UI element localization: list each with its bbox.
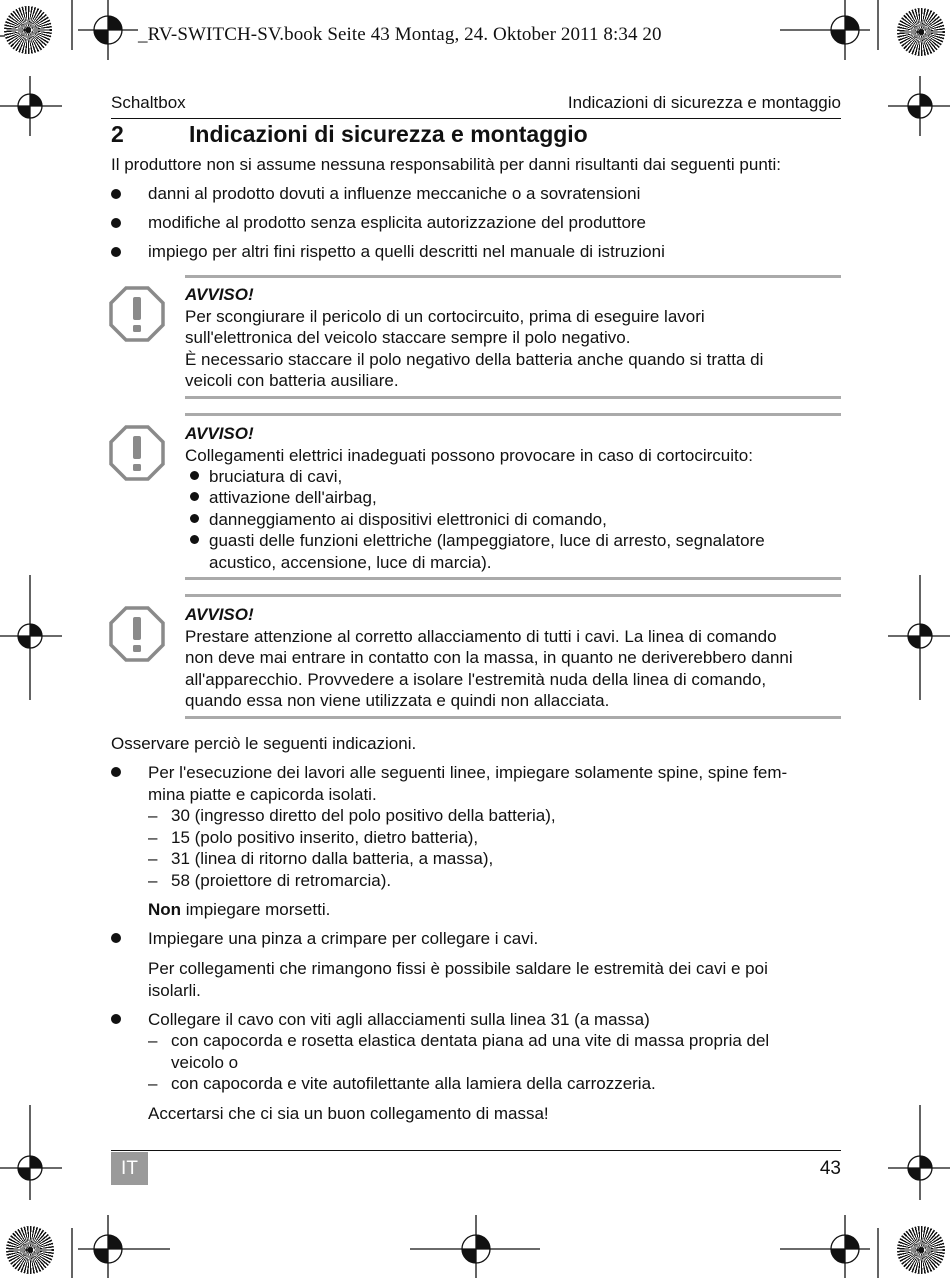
warning-text-line: È necessario staccare il polo negativo della batteria anche quando si tratta di — [185, 349, 764, 369]
warning-text-line: Prestare attenzione al corretto allacciamento di tutti i cavi. La linea di comando — [185, 626, 777, 646]
list-item: danneggiamento ai dispositivi elettronici di comando, — [209, 510, 607, 529]
observe-text: Osservare perciò le seguenti indicazioni. — [111, 734, 417, 753]
warning-bottom-rule — [185, 577, 841, 580]
color-rosette-mark-top-right — [897, 8, 945, 56]
warning-bottom-rule — [185, 396, 841, 399]
warning-title: AVVISO! — [185, 424, 254, 443]
color-rosette-mark-bottom-left — [6, 1226, 54, 1274]
bullet-icon — [111, 767, 121, 777]
list-item: impiego per altri fini rispetto a quelli descritti nel manuale di istruzioni — [148, 242, 665, 261]
step-3-note: Accertarsi che ci sia un buon collegamento di massa! — [148, 1104, 549, 1123]
sub-item: con capocorda e vite autofilettante alla lamiera della carrozzeria. — [171, 1074, 656, 1093]
dash-marker: – — [148, 806, 158, 825]
warning-exclamation-icon — [108, 424, 166, 482]
dash-marker: – — [148, 827, 158, 847]
section-number: 2 — [111, 121, 124, 147]
step-1-text — [148, 762, 787, 805]
warning-top-rule — [185, 275, 841, 278]
color-rosette-mark-top-left — [4, 6, 52, 54]
warning-exclamation-icon — [108, 605, 166, 663]
header-rule — [111, 118, 841, 119]
list-item: attivazione dell'airbag, — [209, 488, 377, 507]
step-2-text: Impiegare una pinza a crimpare per collegare i cavi. — [148, 929, 539, 948]
list-item: modifiche al prodotto senza esplicita autorizzazione del produttore — [148, 213, 647, 232]
intro-text: Il produttore non si assume nessuna responsabilità per danni risultanti dai seguenti punti: — [111, 155, 782, 174]
text-line: Per collegamenti che rimangono fissi è possibile saldare le estremità dei cavi e poi — [148, 959, 768, 978]
dash-marker: – — [148, 849, 158, 868]
bullet-icon — [111, 189, 121, 199]
warning-text-line: Collegamenti elettrici inadeguati possono provocare in caso di cortocircuito: — [185, 445, 753, 465]
warning-text-line: sull'elettronica del veicolo staccare sempre il polo negativo. — [185, 328, 631, 347]
list-item: guasti delle funzioni elettriche (lampeggiatore, luce di arresto, segnalatore — [209, 531, 765, 550]
text-line: mina piatte e capicorda isolati. — [148, 784, 377, 804]
step-3-sublist — [148, 1030, 769, 1095]
dash-marker: – — [148, 1031, 158, 1050]
bullet-icon — [111, 218, 121, 228]
step-1-note — [148, 899, 330, 921]
sub-item: 31 (linea di ritorno dalla batteria, a massa), — [171, 849, 494, 868]
text-line: Per l'esecuzione dei lavori alle seguenti linee, impiegare solamente spine, spine fem- — [148, 763, 788, 782]
bullet-icon — [190, 471, 199, 480]
bullet-icon — [111, 247, 121, 257]
sub-item: 30 (ingresso diretto del polo positivo della batteria), — [171, 806, 556, 825]
warning-box-3 — [185, 604, 841, 712]
section-title: Indicazioni di sicurezza e montaggio — [189, 121, 588, 147]
dash-marker: – — [148, 1074, 158, 1093]
bullet-icon — [111, 933, 121, 943]
warning-exclamation-icon — [108, 285, 166, 343]
warning-box-1 — [185, 284, 841, 392]
list-item: bruciatura di cavi, — [209, 467, 343, 486]
warning-top-rule — [185, 594, 841, 597]
sub-item: 15 (polo positivo inserito, dietro batteria), — [171, 827, 479, 847]
emphasis-text: Non — [148, 900, 182, 919]
running-header-right: Indicazioni di sicurezza e montaggio — [567, 93, 841, 112]
list-item-continued: acustico, accensione, luce di marcia). — [209, 553, 492, 572]
language-badge: IT — [111, 1152, 148, 1185]
bullet-icon — [190, 535, 199, 544]
warning-title: AVVISO! — [185, 285, 254, 304]
note-text: impiegare morsetti. — [181, 900, 331, 919]
step-3-text: Collegare il cavo con viti agli allacciamenti sulla linea 31 (a massa) — [148, 1010, 650, 1029]
book-slug-line: _RV-SWITCH-SV.book Seite 43 Montag, 24. Oktober 2011 8:34 20 — [138, 24, 662, 45]
color-rosette-mark-bottom-right — [897, 1226, 945, 1274]
warning-text-line: all'apparecchio. Provvedere a isolare l'estremità nuda della linea di comando, — [185, 669, 767, 689]
step-1-sublist — [148, 805, 556, 891]
warning-text-line: Per scongiurare il pericolo di un cortocircuito, prima di eseguire lavori — [185, 306, 705, 326]
warning-top-rule — [185, 413, 841, 416]
step-2-note — [148, 958, 768, 1001]
list-item: danni al prodotto dovuti a influenze meccaniche o a sovratensioni — [148, 184, 641, 203]
sub-item-continued: veicolo o — [171, 1052, 239, 1072]
running-header-left: Schaltbox — [111, 93, 186, 112]
dash-marker: – — [148, 870, 158, 890]
warning-text-line: quando essa non viene utilizzata e quindi non allacciata. — [185, 691, 610, 710]
bullet-icon — [190, 492, 199, 501]
bullet-icon — [111, 1014, 121, 1024]
warning-text-line: non deve mai entrare in contatto con la massa, in quanto ne deriverebbero danni — [185, 648, 793, 667]
sub-item: con capocorda e rosetta elastica dentata piana ad una vite di massa propria del — [171, 1031, 770, 1050]
sub-item: 58 (proiettore di retromarcia). — [171, 870, 392, 890]
warning-bottom-rule — [185, 716, 841, 719]
warning-text-line: veicoli con batteria ausiliare. — [185, 371, 399, 390]
page-number: 43 — [819, 1158, 841, 1179]
warning-title: AVVISO! — [185, 605, 254, 624]
warning-box-2 — [185, 423, 841, 466]
footer-rule — [111, 1150, 841, 1151]
text-line: isolarli. — [148, 980, 201, 1000]
bullet-icon — [190, 514, 199, 523]
